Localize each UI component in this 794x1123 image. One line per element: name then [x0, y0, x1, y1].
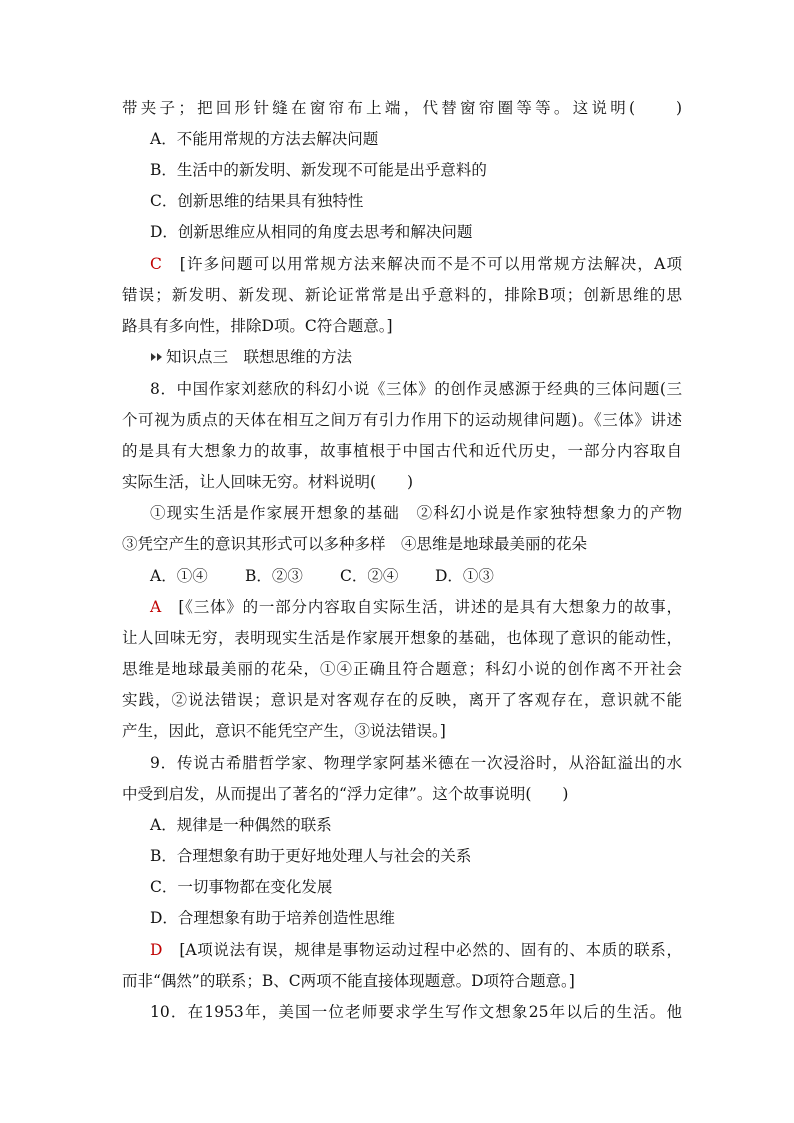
option-d: D．创新思维应从相同的角度去思考和解决问题 — [150, 223, 473, 241]
text-line: 实践，②说法错误；意识是对客观存在的反映，离开了客观存在，意识就不能 — [122, 691, 682, 709]
answer-explanation — [150, 596, 682, 618]
option-a: A．规律是一种偶然的联系 — [150, 816, 332, 834]
answer-letter: C — [150, 255, 162, 273]
text-line: 错误；新发明、新发现、新论证常常是出乎意料的，排除B项；创新思维的思 — [122, 286, 682, 304]
explanation-text: [A项说法有误，规律是事物运动过程中必然的、固有的、本质的联系， — [179, 941, 682, 959]
option-b: B．生活中的新发明、新发现不可能是出乎意料的 — [150, 161, 487, 179]
statement-line: ①现实生活是作家展开想象的基础 ②科幻小说是作家独特想象力的产物 — [150, 504, 682, 522]
option-a: A．①④ — [150, 567, 208, 585]
explanation-text: [许多问题可以用常规方法来解决而不是不可以用常规方法解决，A项 — [179, 255, 682, 273]
text-line: 思维是地球最美丽的花朵，①④正确且符合题意；科幻小说的创作离不开社会 — [122, 660, 682, 678]
answer-letter: D — [150, 941, 163, 959]
options-row — [150, 565, 682, 587]
statement-line: ③凭空产生的意识其形式可以多种多样 ④思维是地球最美丽的花朵 — [122, 535, 588, 553]
text-line: 产生，因此，意识不能凭空产生，③说法错误。] — [122, 722, 446, 740]
text-line: 的是具有大想象力的故事，故事植根于中国古代和近代历史，一部分内容取自 — [122, 442, 682, 460]
question-9: 9．传说古希腊哲学家、物理学家阿基米德在一次浸浴时，从浴缸溢出的水 — [150, 754, 682, 772]
option-c: C．创新思维的结果具有独特性 — [150, 192, 364, 210]
option-a: A．不能用常规的方法去解决问题 — [150, 130, 379, 148]
text-line: 带夹子；把回形针缝在窗帘布上端，代替窗帘圈等等。这说明( ) — [122, 99, 682, 117]
option-c: C．一切事物都在变化发展 — [150, 878, 333, 896]
option-d: D．合理想象有助于培养创造性思维 — [150, 909, 395, 927]
bullet-icon — [150, 351, 164, 363]
text-line: 个可视为质点的天体在相互之间万有引力作用下的运动规律问题)。《三体》讲述 — [122, 411, 682, 429]
text-line: 路具有多向性，排除D项。C符合题意。] — [122, 317, 393, 335]
text-line: 中受到启发，从而提出了著名的“浮力定律”。这个故事说明( ) — [122, 785, 569, 803]
option-d: D．①③ — [435, 567, 494, 585]
option-b: B．②③ — [245, 567, 303, 585]
text-line: 而非“偶然”的联系；B、C两项不能直接体现题意。D项符合题意。] — [122, 972, 575, 990]
question-10: 10．在1953年，美国一位老师要求学生写作文想象25年以后的生活。他 — [150, 1003, 682, 1021]
explanation-text: [《三体》的一部分内容取自实际生活，讲述的是具有大想象力的故事， — [178, 598, 682, 616]
option-b: B．合理想象有助于更好地处理人与社会的关系 — [150, 847, 472, 865]
option-c: C．②④ — [340, 567, 399, 585]
text-line: 实际生活，让人回味无穷。材料说明( ) — [122, 473, 414, 491]
answer-letter: A — [150, 598, 162, 616]
text-line: 让人回味无穷，表明现实生活是作家展开想象的基础，也体现了意识的能动性， — [122, 629, 682, 647]
section-heading: 知识点三 联想思维的方法 — [150, 346, 682, 368]
question-8: 8．中国作家刘慈欣的科幻小说《三体》的创作灵感源于经典的三体问题(三 — [150, 380, 682, 398]
answer-explanation — [150, 939, 682, 961]
answer-explanation — [150, 253, 682, 275]
